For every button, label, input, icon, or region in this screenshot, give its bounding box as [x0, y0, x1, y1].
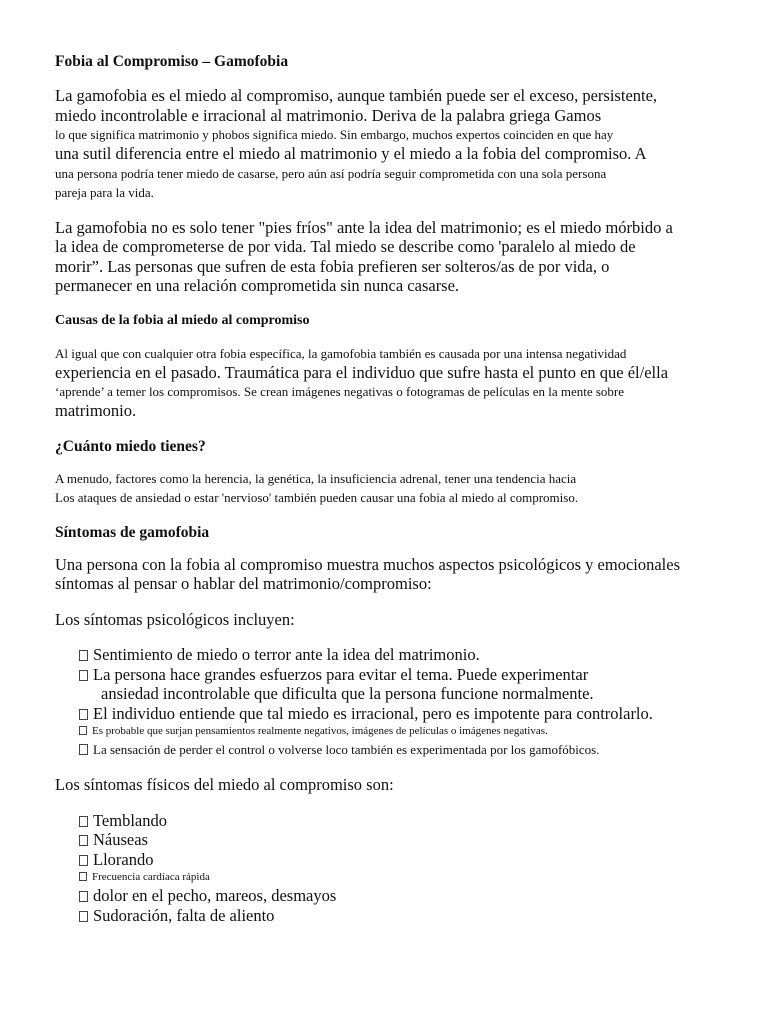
- text-line: matrimonio.: [55, 401, 137, 420]
- list-item: Náuseas: [79, 830, 745, 850]
- text-line: Una persona con la fobia al compromiso muestra muchos aspectos psicológicos y emocionales: [55, 554, 681, 574]
- text-line: La gamofobia no es solo tener "pies fríos" ante la idea del matrimonio; es el miedo mórbido a: [55, 217, 673, 237]
- text-line: ‘aprende’ a temer los compromisos. Se crean imágenes negativas o fotogramas de películas en la mente sobre: [55, 384, 625, 399]
- causes-heading: Causas de la fobia al miedo al compromiso: [55, 312, 310, 328]
- list-item: Frecuencia cardíaca rápida: [79, 869, 745, 886]
- document-title: Fobia al Compromiso – Gamofobia: [55, 53, 289, 70]
- text-line: A menudo, factores como la herencia, la genética, la insuficiencia adrenal, tener una tendencia hacia: [55, 470, 577, 486]
- text-line: una sutil diferencia entre el miedo al matrimonio y el miedo a la fobia del compromiso. A: [55, 144, 647, 163]
- bullet-box-icon: [79, 891, 88, 902]
- list-item: Es probable que surjan pensamientos realmente negativos, imágenes de películas o imágenes negativas.: [79, 723, 745, 740]
- document-page: [55, 52, 745, 941]
- bullet-box-icon: [79, 835, 88, 846]
- bullet-box-icon: [79, 709, 88, 720]
- fear-heading: ¿Cuánto miedo tienes?: [55, 437, 206, 455]
- list-item: El individuo entiende que tal miedo es irracional, pero es impotente para controlarlo.: [79, 704, 745, 724]
- causes-paragraph: [55, 344, 745, 421]
- list-item-continuation: ansiedad incontrolable que dificulta que la persona funcione normalmente.: [101, 684, 594, 703]
- text-line: morir”. Las personas que sufren de esta fobia prefieren ser solteros/as de por vida, o: [55, 256, 610, 276]
- text-line: permanecer en una relación comprometida sin nunca casarse.: [55, 276, 460, 295]
- list-item: La sensación de perder el control o volverse loco también es experimentada por los gamofóbicos.: [79, 740, 745, 759]
- list-item: dolor en el pecho, mareos, desmayos: [79, 886, 745, 906]
- bullet-box-icon: [79, 911, 88, 922]
- psych-symptoms-label: [55, 610, 745, 630]
- list-item: Temblando: [79, 811, 745, 831]
- text-line: síntomas al pensar o hablar del matrimonio/compromiso:: [55, 574, 432, 593]
- text-line: experiencia en el pasado. Traumática para el individuo que sufre hasta el punto en que él/ella: [55, 362, 669, 382]
- symptoms-heading: Síntomas de gamofobia: [55, 523, 210, 541]
- bullet-box-icon: [79, 872, 87, 881]
- text-line: una persona podría tener miedo de casarse, pero aún así podría seguir comprometida con una sola persona: [55, 165, 607, 181]
- text-line: La gamofobia es el miedo al compromiso, aunque también puede ser el exceso, persistente,: [55, 86, 658, 105]
- bullet-box-icon: [79, 650, 88, 661]
- text-line: Al igual que con cualquier otra fobia específica, la gamofobia también es causada por una intensa negatividad: [55, 345, 627, 361]
- physical-symptoms-list: [55, 811, 745, 926]
- list-item: Sentimiento de miedo o terror ante la idea del matrimonio.: [79, 645, 745, 665]
- psych-symptoms-list: [55, 645, 745, 759]
- definition-paragraph: [55, 218, 745, 296]
- bullet-box-icon: [79, 744, 88, 755]
- fear-paragraph: [55, 469, 745, 507]
- text-line: la idea de comprometerse de por vida. Tal miedo se describe como 'paralelo al miedo de: [55, 237, 636, 256]
- bullet-box-icon: [79, 670, 88, 681]
- physical-symptoms-label: [55, 775, 745, 795]
- text-line: Los síntomas psicológicos incluyen:: [55, 609, 295, 629]
- bullet-box-icon: [79, 855, 88, 866]
- text-line: Los síntomas físicos del miedo al compromiso son:: [55, 775, 394, 794]
- text-line: pareja para la vida.: [55, 184, 154, 200]
- intro-paragraph: [55, 86, 745, 202]
- text-line: miedo incontrolable e irracional al matrimonio. Deriva de la palabra griega Gamos: [55, 105, 602, 125]
- bullet-box-icon: [79, 726, 87, 735]
- symptoms-intro-paragraph: [55, 555, 745, 594]
- bullet-box-icon: [79, 816, 88, 827]
- list-item: Sudoración, falta de aliento: [79, 906, 745, 926]
- text-line: lo que significa matrimonio y phobos significa miedo. Sin embargo, muchos expertos coinciden en que hay: [55, 127, 614, 142]
- text-line: Los ataques de ansiedad o estar 'nervioso' también pueden causar una fobia al miedo al compromiso.: [55, 489, 579, 505]
- list-item: Llorando: [79, 850, 745, 870]
- list-item: La persona hace grandes esfuerzos para evitar el tema. Puede experimentar: [79, 665, 745, 685]
